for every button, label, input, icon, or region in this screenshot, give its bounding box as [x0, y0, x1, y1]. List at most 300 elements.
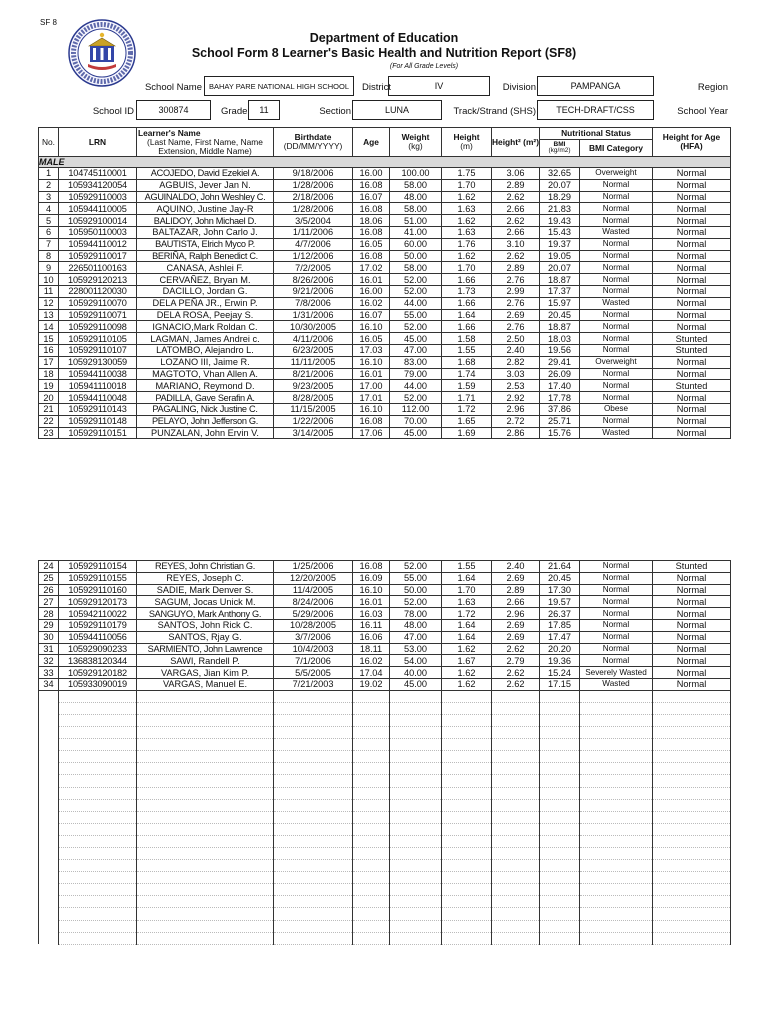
- blank-cell[interactable]: [390, 702, 442, 714]
- blank-cell[interactable]: [39, 739, 59, 751]
- blank-cell[interactable]: [442, 751, 492, 763]
- blank-cell[interactable]: [442, 763, 492, 775]
- blank-cell[interactable]: [274, 763, 353, 775]
- blank-cell[interactable]: [653, 763, 731, 775]
- blank-cell[interactable]: [274, 727, 353, 739]
- blank-cell[interactable]: [540, 727, 580, 739]
- blank-cell[interactable]: [39, 690, 59, 702]
- blank-cell[interactable]: [442, 799, 492, 811]
- blank-cell[interactable]: [540, 872, 580, 884]
- blank-cell[interactable]: [492, 920, 540, 932]
- blank-cell[interactable]: [59, 884, 137, 896]
- blank-cell[interactable]: [653, 714, 731, 726]
- table-row: [39, 356, 731, 368]
- blank-cell[interactable]: [492, 702, 540, 714]
- blank-cell[interactable]: [59, 896, 137, 908]
- blank-cell[interactable]: [580, 932, 653, 944]
- blank-cell[interactable]: [39, 811, 59, 823]
- blank-cell[interactable]: [137, 727, 274, 739]
- blank-cell[interactable]: [442, 920, 492, 932]
- table-row: [39, 619, 731, 631]
- blank-cell[interactable]: [540, 811, 580, 823]
- blank-cell[interactable]: [137, 739, 274, 751]
- blank-cell[interactable]: [274, 860, 353, 872]
- blank-cell[interactable]: [580, 835, 653, 847]
- blank-cell[interactable]: [353, 739, 390, 751]
- blank-cell[interactable]: [492, 872, 540, 884]
- blank-cell[interactable]: [390, 690, 442, 702]
- blank-cell[interactable]: [39, 908, 59, 920]
- blank-cell[interactable]: [390, 860, 442, 872]
- blank-cell[interactable]: [274, 775, 353, 787]
- blank-cell[interactable]: [580, 714, 653, 726]
- blank-cell[interactable]: [137, 811, 274, 823]
- blank-row: [39, 884, 731, 896]
- blank-cell[interactable]: [353, 714, 390, 726]
- blank-cell[interactable]: [137, 787, 274, 799]
- blank-cell[interactable]: [274, 908, 353, 920]
- blank-cell[interactable]: [540, 835, 580, 847]
- age-cell: 16.01: [353, 368, 390, 380]
- blank-cell[interactable]: [353, 908, 390, 920]
- blank-cell[interactable]: [442, 787, 492, 799]
- blank-cell[interactable]: [353, 823, 390, 835]
- blank-cell[interactable]: [59, 908, 137, 920]
- blank-cell[interactable]: [59, 847, 137, 859]
- blank-cell[interactable]: [580, 763, 653, 775]
- blank-cell[interactable]: [653, 860, 731, 872]
- blank-cell[interactable]: [390, 811, 442, 823]
- blank-cell[interactable]: [274, 823, 353, 835]
- table-row: [39, 415, 731, 427]
- blank-cell[interactable]: [442, 714, 492, 726]
- blank-cell[interactable]: [137, 799, 274, 811]
- blank-cell[interactable]: [580, 751, 653, 763]
- table-row: [39, 250, 731, 262]
- blank-cell[interactable]: [653, 702, 731, 714]
- birthdate-cell: 9/21/2006: [274, 285, 353, 297]
- blank-cell[interactable]: [540, 896, 580, 908]
- blank-cell[interactable]: [390, 835, 442, 847]
- blank-cell[interactable]: [390, 908, 442, 920]
- row-no: 13: [39, 309, 59, 321]
- section-field[interactable]: LUNA: [352, 100, 442, 120]
- blank-cell[interactable]: [59, 799, 137, 811]
- blank-cell[interactable]: [353, 763, 390, 775]
- blank-cell[interactable]: [39, 823, 59, 835]
- blank-cell[interactable]: [540, 690, 580, 702]
- blank-cell[interactable]: [580, 775, 653, 787]
- blank-cell[interactable]: [137, 763, 274, 775]
- hfa-cell: Stunted: [653, 344, 731, 356]
- blank-cell[interactable]: [39, 920, 59, 932]
- blank-cell[interactable]: [59, 920, 137, 932]
- bmi-cell: 19.37: [540, 238, 580, 250]
- blank-cell[interactable]: [353, 884, 390, 896]
- blank-cell[interactable]: [580, 847, 653, 859]
- hfa-cell: Normal: [653, 321, 731, 333]
- blank-cell[interactable]: [492, 751, 540, 763]
- blank-cell[interactable]: [353, 860, 390, 872]
- blank-cell[interactable]: [492, 847, 540, 859]
- blank-cell[interactable]: [580, 823, 653, 835]
- blank-cell[interactable]: [137, 775, 274, 787]
- lrn-cell: 105929110098: [59, 321, 137, 333]
- blank-cell[interactable]: [540, 714, 580, 726]
- lrn-cell: 105929130059: [59, 356, 137, 368]
- learner-name-cell: AQUINO, Justine Jay-R: [137, 203, 274, 215]
- blank-cell[interactable]: [653, 884, 731, 896]
- blank-row: [39, 751, 731, 763]
- blank-cell[interactable]: [59, 751, 137, 763]
- age-cell: 16.10: [353, 356, 390, 368]
- bmi-cell: 19.56: [540, 344, 580, 356]
- blank-cell[interactable]: [39, 775, 59, 787]
- blank-cell[interactable]: [390, 799, 442, 811]
- blank-cell[interactable]: [274, 835, 353, 847]
- blank-cell[interactable]: [442, 932, 492, 944]
- blank-cell[interactable]: [137, 823, 274, 835]
- blank-cell[interactable]: [353, 932, 390, 944]
- blank-cell[interactable]: [653, 823, 731, 835]
- blank-cell[interactable]: [540, 751, 580, 763]
- blank-cell[interactable]: [59, 787, 137, 799]
- row-no: 34: [39, 678, 59, 690]
- blank-cell[interactable]: [442, 690, 492, 702]
- hfa-cell: Stunted: [653, 380, 731, 392]
- blank-cell[interactable]: [274, 920, 353, 932]
- blank-cell[interactable]: [492, 835, 540, 847]
- blank-cell[interactable]: [39, 787, 59, 799]
- bmi-cell: 20.20: [540, 643, 580, 655]
- blank-cell[interactable]: [39, 872, 59, 884]
- blank-cell[interactable]: [353, 847, 390, 859]
- hfa-cell: Normal: [653, 678, 731, 690]
- hfa-cell: Stunted: [653, 333, 731, 345]
- blank-cell[interactable]: [442, 847, 492, 859]
- blank-cell[interactable]: [390, 896, 442, 908]
- blank-cell[interactable]: [492, 787, 540, 799]
- table-row: [39, 368, 731, 380]
- blank-cell[interactable]: [580, 920, 653, 932]
- blank-cell[interactable]: [653, 727, 731, 739]
- blank-cell[interactable]: [492, 908, 540, 920]
- col-hfa: Height for Age (HFA): [653, 128, 731, 157]
- blank-cell[interactable]: [540, 763, 580, 775]
- blank-cell[interactable]: [39, 896, 59, 908]
- blank-cell[interactable]: [580, 702, 653, 714]
- blank-cell[interactable]: [540, 932, 580, 944]
- district-field[interactable]: IV: [388, 76, 490, 96]
- blank-cell[interactable]: [540, 823, 580, 835]
- weight-cell: 52.00: [390, 392, 442, 404]
- blank-cell[interactable]: [353, 727, 390, 739]
- blank-cell[interactable]: [137, 872, 274, 884]
- grade-field[interactable]: 11: [248, 100, 280, 120]
- blank-cell[interactable]: [137, 835, 274, 847]
- blank-cell[interactable]: [653, 932, 731, 944]
- blank-cell[interactable]: [39, 860, 59, 872]
- blank-cell[interactable]: [39, 847, 59, 859]
- blank-cell[interactable]: [137, 702, 274, 714]
- blank-cell[interactable]: [540, 787, 580, 799]
- blank-cell[interactable]: [137, 690, 274, 702]
- blank-cell[interactable]: [353, 702, 390, 714]
- blank-cell[interactable]: [39, 714, 59, 726]
- blank-cell[interactable]: [492, 860, 540, 872]
- division-field[interactable]: PAMPANGA: [537, 76, 654, 96]
- blank-cell[interactable]: [442, 727, 492, 739]
- blank-cell[interactable]: [39, 835, 59, 847]
- blank-cell[interactable]: [653, 787, 731, 799]
- bmi-cell: 19.05: [540, 250, 580, 262]
- blank-cell[interactable]: [59, 811, 137, 823]
- blank-cell[interactable]: [442, 872, 492, 884]
- blank-cell[interactable]: [653, 896, 731, 908]
- row-no: 20: [39, 392, 59, 404]
- blank-cell[interactable]: [390, 932, 442, 944]
- blank-cell[interactable]: [390, 714, 442, 726]
- blank-cell[interactable]: [653, 739, 731, 751]
- blank-cell[interactable]: [540, 739, 580, 751]
- blank-cell[interactable]: [353, 811, 390, 823]
- blank-cell[interactable]: [59, 835, 137, 847]
- blank-cell[interactable]: [39, 727, 59, 739]
- weight-cell: 58.00: [390, 262, 442, 274]
- weight-cell: 100.00: [390, 168, 442, 180]
- blank-cell[interactable]: [540, 847, 580, 859]
- blank-cell[interactable]: [492, 775, 540, 787]
- blank-cell[interactable]: [59, 727, 137, 739]
- blank-cell[interactable]: [653, 872, 731, 884]
- blank-cell[interactable]: [653, 799, 731, 811]
- blank-cell[interactable]: [390, 884, 442, 896]
- blank-cell[interactable]: [353, 872, 390, 884]
- lrn-cell: 105933090019: [59, 678, 137, 690]
- blank-cell[interactable]: [442, 908, 492, 920]
- blank-cell[interactable]: [653, 835, 731, 847]
- bmi-cell: 15.24: [540, 667, 580, 679]
- row-no: 29: [39, 619, 59, 631]
- school-id-field[interactable]: 300874: [136, 100, 211, 120]
- blank-cell[interactable]: [39, 702, 59, 714]
- blank-cell[interactable]: [390, 920, 442, 932]
- blank-cell[interactable]: [492, 823, 540, 835]
- blank-cell[interactable]: [353, 690, 390, 702]
- col-birthdate: Birthdate (DD/MM/YYYY): [274, 128, 353, 157]
- blank-cell[interactable]: [274, 714, 353, 726]
- blank-cell[interactable]: [442, 739, 492, 751]
- blank-cell[interactable]: [492, 763, 540, 775]
- blank-cell[interactable]: [137, 896, 274, 908]
- blank-cell[interactable]: [353, 751, 390, 763]
- blank-cell[interactable]: [59, 932, 137, 944]
- bmi-category-cell: Normal: [580, 368, 653, 380]
- height-cell: 1.63: [442, 203, 492, 215]
- blank-cell[interactable]: [137, 860, 274, 872]
- blank-cell[interactable]: [580, 896, 653, 908]
- birthdate-cell: 10/30/2005: [274, 321, 353, 333]
- blank-cell[interactable]: [540, 908, 580, 920]
- row-no: 19: [39, 380, 59, 392]
- blank-cell[interactable]: [390, 751, 442, 763]
- height-cell: 1.64: [442, 619, 492, 631]
- blank-cell[interactable]: [540, 702, 580, 714]
- blank-cell[interactable]: [39, 884, 59, 896]
- weight-cell: 70.00: [390, 415, 442, 427]
- blank-cell[interactable]: [442, 835, 492, 847]
- blank-cell[interactable]: [274, 811, 353, 823]
- blank-cell[interactable]: [390, 847, 442, 859]
- blank-cell[interactable]: [39, 799, 59, 811]
- blank-cell[interactable]: [580, 799, 653, 811]
- bmi-cell: 29.41: [540, 356, 580, 368]
- height-cell: 1.62: [442, 678, 492, 690]
- blank-cell[interactable]: [353, 896, 390, 908]
- blank-cell[interactable]: [492, 932, 540, 944]
- hfa-cell: Normal: [653, 179, 731, 191]
- blank-cell[interactable]: [390, 727, 442, 739]
- blank-cell[interactable]: [39, 763, 59, 775]
- table-row: [39, 655, 731, 667]
- blank-cell[interactable]: [492, 739, 540, 751]
- blank-cell[interactable]: [137, 920, 274, 932]
- blank-cell[interactable]: [442, 811, 492, 823]
- blank-cell[interactable]: [442, 702, 492, 714]
- blank-cell[interactable]: [353, 787, 390, 799]
- hfa-cell: Normal: [653, 667, 731, 679]
- blank-cell[interactable]: [59, 872, 137, 884]
- blank-cell[interactable]: [540, 775, 580, 787]
- blank-cell[interactable]: [390, 763, 442, 775]
- blank-cell[interactable]: [274, 702, 353, 714]
- blank-cell[interactable]: [653, 920, 731, 932]
- blank-cell[interactable]: [59, 714, 137, 726]
- height-cell: 1.65: [442, 415, 492, 427]
- blank-cell[interactable]: [492, 799, 540, 811]
- row-no: 11: [39, 285, 59, 297]
- age-cell: 17.01: [353, 392, 390, 404]
- blank-cell[interactable]: [390, 872, 442, 884]
- blank-cell[interactable]: [442, 896, 492, 908]
- weight-cell: 50.00: [390, 584, 442, 596]
- hfa-cell: Normal: [653, 619, 731, 631]
- learner-name-cell: SANTOS, John Rick C.: [137, 619, 274, 631]
- blank-cell[interactable]: [653, 811, 731, 823]
- blank-cell[interactable]: [442, 884, 492, 896]
- blank-cell[interactable]: [353, 775, 390, 787]
- learner-name-cell: PELAYO, John Jefferson G.: [137, 415, 274, 427]
- blank-cell[interactable]: [39, 932, 59, 944]
- blank-cell[interactable]: [59, 763, 137, 775]
- blank-cell[interactable]: [442, 775, 492, 787]
- bmi-cell: 17.37: [540, 285, 580, 297]
- blank-cell[interactable]: [442, 860, 492, 872]
- blank-cell[interactable]: [540, 884, 580, 896]
- blank-cell[interactable]: [653, 775, 731, 787]
- birthdate-cell: 1/28/2006: [274, 203, 353, 215]
- blank-cell[interactable]: [580, 727, 653, 739]
- blank-cell[interactable]: [274, 932, 353, 944]
- row-no: 32: [39, 655, 59, 667]
- age-cell: 16.09: [353, 572, 390, 584]
- blank-cell[interactable]: [59, 860, 137, 872]
- blank-cell[interactable]: [274, 751, 353, 763]
- track-field[interactable]: TECH-DRAFT/CSS: [537, 100, 654, 120]
- blank-cell[interactable]: [580, 872, 653, 884]
- blank-cell[interactable]: [653, 690, 731, 702]
- blank-cell[interactable]: [39, 751, 59, 763]
- blank-cell[interactable]: [137, 751, 274, 763]
- blank-cell[interactable]: [59, 690, 137, 702]
- blank-cell[interactable]: [442, 823, 492, 835]
- blank-cell[interactable]: [540, 799, 580, 811]
- school-name-field[interactable]: BAHAY PARE NATIONAL HIGH SCHOOL: [204, 76, 354, 96]
- blank-cell[interactable]: [137, 932, 274, 944]
- blank-cell[interactable]: [274, 847, 353, 859]
- blank-cell[interactable]: [274, 739, 353, 751]
- blank-cell[interactable]: [580, 884, 653, 896]
- blank-cell[interactable]: [274, 787, 353, 799]
- blank-cell[interactable]: [540, 860, 580, 872]
- blank-cell[interactable]: [653, 908, 731, 920]
- blank-cell[interactable]: [137, 884, 274, 896]
- table-row: [39, 608, 731, 620]
- blank-cell[interactable]: [137, 847, 274, 859]
- blank-cell[interactable]: [353, 799, 390, 811]
- blank-cell[interactable]: [59, 702, 137, 714]
- blank-cell[interactable]: [492, 811, 540, 823]
- blank-cell[interactable]: [274, 799, 353, 811]
- blank-cell[interactable]: [353, 835, 390, 847]
- blank-cell[interactable]: [390, 823, 442, 835]
- blank-cell[interactable]: [653, 751, 731, 763]
- blank-cell[interactable]: [59, 739, 137, 751]
- blank-cell[interactable]: [390, 739, 442, 751]
- blank-cell[interactable]: [492, 690, 540, 702]
- blank-cell[interactable]: [137, 714, 274, 726]
- blank-cell[interactable]: [59, 823, 137, 835]
- blank-cell[interactable]: [580, 690, 653, 702]
- blank-cell[interactable]: [492, 727, 540, 739]
- blank-cell[interactable]: [274, 896, 353, 908]
- blank-cell[interactable]: [274, 690, 353, 702]
- blank-cell[interactable]: [492, 714, 540, 726]
- blank-cell[interactable]: [653, 847, 731, 859]
- col-bmi-category: BMI Category: [580, 140, 653, 157]
- blank-row: [39, 932, 731, 944]
- blank-cell[interactable]: [580, 811, 653, 823]
- blank-cell[interactable]: [492, 896, 540, 908]
- blank-cell[interactable]: [59, 775, 137, 787]
- age-cell: 16.08: [353, 250, 390, 262]
- blank-cell[interactable]: [390, 775, 442, 787]
- blank-cell[interactable]: [540, 920, 580, 932]
- blank-cell[interactable]: [580, 739, 653, 751]
- blank-cell[interactable]: [274, 884, 353, 896]
- blank-cell[interactable]: [137, 908, 274, 920]
- row-no: 2: [39, 179, 59, 191]
- learner-name-cell: IGNACIO,Mark Roldan C.: [137, 321, 274, 333]
- blank-cell[interactable]: [390, 787, 442, 799]
- blank-cell[interactable]: [492, 884, 540, 896]
- blank-cell[interactable]: [580, 908, 653, 920]
- blank-cell[interactable]: [353, 920, 390, 932]
- blank-cell[interactable]: [580, 787, 653, 799]
- blank-cell[interactable]: [274, 872, 353, 884]
- blank-cell[interactable]: [580, 860, 653, 872]
- bmi-cell: 20.07: [540, 262, 580, 274]
